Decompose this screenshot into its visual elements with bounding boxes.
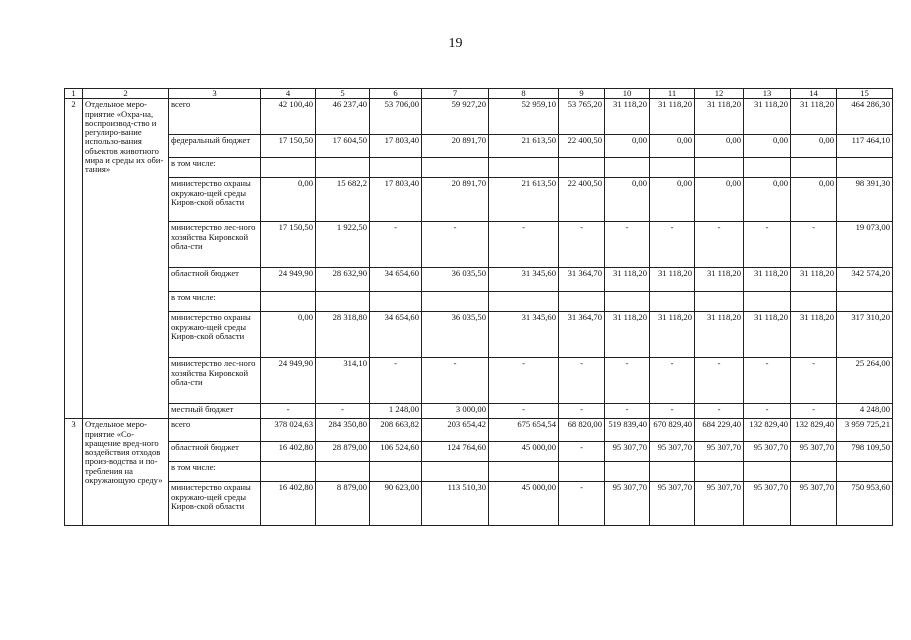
amount-cell: 0,00 [261,312,316,358]
funding-source: областной бюджет [169,442,261,462]
amount-cell: 3 000,00 [422,404,489,419]
amount-cell: - [370,358,422,404]
amount-cell: 95 307,70 [650,482,695,526]
amount-cell: 16 402,80 [261,442,316,462]
funding-source: министерство охраны окружаю-щей среды Киров-ской области [169,178,261,222]
budget-table-body [65,89,893,526]
amount-cell: - [744,404,791,419]
amount-cell [261,292,316,312]
funding-source: министерство охраны окружаю-щей среды Киров-ской области [169,312,261,358]
amount-cell: 670 829,40 [650,419,695,442]
amount-cell: 28 879,00 [316,442,370,462]
amount-cell: 17 150,50 [261,222,316,268]
funding-source: всего [169,419,261,442]
column-number: 8 [489,89,559,99]
column-number-row [65,89,893,99]
amount-cell: 31 364,70 [559,312,605,358]
amount-cell: 342 574,20 [837,268,893,292]
amount-cell [422,292,489,312]
amount-cell: 22 400,50 [559,178,605,222]
amount-cell: 46 237,40 [316,99,370,135]
measure-name: Отдельное меро-приятие «Охра-на, воспроизвод-ство и регулиро-вание использо-вания объектов животного мира и среды их оби-тания» [83,99,169,419]
amount-cell: 95 307,70 [605,482,650,526]
amount-cell: 4 248,00 [837,404,893,419]
amount-cell [605,158,650,178]
amount-cell [605,292,650,312]
amount-cell [695,292,744,312]
amount-cell: 95 307,70 [744,442,791,462]
amount-cell [791,158,837,178]
measure-number: 3 [65,419,83,526]
amount-cell [650,292,695,312]
amount-cell: 0,00 [261,178,316,222]
amount-cell: - [261,404,316,419]
amount-cell [489,292,559,312]
amount-cell [695,462,744,482]
amount-cell: 675 654,54 [489,419,559,442]
amount-cell: 53 765,20 [559,99,605,135]
amount-cell: 95 307,70 [695,482,744,526]
funding-source: всего [169,99,261,135]
amount-cell: 52 959,10 [489,99,559,135]
amount-cell [489,158,559,178]
amount-cell: 31 118,20 [695,268,744,292]
amount-cell [261,462,316,482]
amount-cell: 0,00 [695,178,744,222]
amount-cell [837,462,893,482]
amount-cell: 317 310,20 [837,312,893,358]
column-number: 4 [261,89,316,99]
amount-cell: 24 949,90 [261,358,316,404]
amount-cell: 117 464,10 [837,135,893,158]
amount-cell: 42 100,40 [261,99,316,135]
funding-source: федеральный бюджет [169,135,261,158]
amount-cell: 31 345,60 [489,268,559,292]
amount-cell: 98 391,30 [837,178,893,222]
amount-cell: - [489,358,559,404]
amount-cell: 17 803,40 [370,135,422,158]
amount-cell: 0,00 [791,178,837,222]
amount-cell: 3 959 725,21 [837,419,893,442]
amount-cell: 17 604,50 [316,135,370,158]
table-row [65,178,893,222]
amount-cell: - [695,404,744,419]
column-number: 11 [650,89,695,99]
amount-cell: 28 632,90 [316,268,370,292]
amount-cell: 0,00 [650,178,695,222]
measure-number: 2 [65,99,83,419]
amount-cell [261,158,316,178]
amount-cell: 22 400,50 [559,135,605,158]
amount-cell: - [422,222,489,268]
amount-cell: 21 613,50 [489,178,559,222]
amount-cell: 208 663,82 [370,419,422,442]
amount-cell: 0,00 [791,135,837,158]
amount-cell: 31 345,60 [489,312,559,358]
amount-cell: - [695,222,744,268]
amount-cell: - [605,404,650,419]
table-row [65,442,893,462]
amount-cell [489,462,559,482]
amount-cell: - [559,358,605,404]
amount-cell: 31 118,20 [695,99,744,135]
amount-cell: 1 248,00 [370,404,422,419]
amount-cell [370,158,422,178]
table-row [65,135,893,158]
amount-cell: 31 118,20 [605,268,650,292]
amount-cell: - [650,358,695,404]
amount-cell: 124 764,60 [422,442,489,462]
amount-cell: 20 891,70 [422,178,489,222]
amount-cell [837,292,893,312]
amount-cell: 45 000,00 [489,482,559,526]
amount-cell [316,462,370,482]
amount-cell: 31 118,20 [791,312,837,358]
amount-cell: 45 000,00 [489,442,559,462]
column-number: 14 [791,89,837,99]
amount-cell [559,292,605,312]
amount-cell: 90 623,00 [370,482,422,526]
amount-cell: - [791,222,837,268]
amount-cell: 19 073,00 [837,222,893,268]
column-number: 13 [744,89,791,99]
amount-cell: - [370,222,422,268]
amount-cell: 53 706,00 [370,99,422,135]
amount-cell: 31 118,20 [650,268,695,292]
amount-cell: 36 035,50 [422,312,489,358]
amount-cell [650,158,695,178]
amount-cell: 31 118,20 [605,312,650,358]
table-row [65,292,893,312]
table-row [65,404,893,419]
amount-cell: 31 118,20 [744,99,791,135]
amount-cell: 31 118,20 [650,312,695,358]
amount-cell: 106 524,60 [370,442,422,462]
amount-cell: - [744,222,791,268]
amount-cell [370,462,422,482]
funding-source: местный бюджет [169,404,261,419]
column-number: 9 [559,89,605,99]
amount-cell: 17 150,50 [261,135,316,158]
budget-table [64,88,893,526]
column-number: 7 [422,89,489,99]
amount-cell: 24 949,90 [261,268,316,292]
amount-cell: 28 318,80 [316,312,370,358]
amount-cell: 0,00 [605,178,650,222]
amount-cell: - [605,222,650,268]
amount-cell: 31 364,70 [559,268,605,292]
column-number: 5 [316,89,370,99]
amount-cell: 59 927,20 [422,99,489,135]
amount-cell: 113 510,30 [422,482,489,526]
amount-cell: - [489,404,559,419]
table-row [65,462,893,482]
amount-cell [695,158,744,178]
amount-cell: 519 839,40 [605,419,650,442]
amount-cell: 95 307,70 [695,442,744,462]
amount-cell: 132 829,40 [791,419,837,442]
amount-cell [559,462,605,482]
amount-cell: 314,10 [316,358,370,404]
amount-cell: 20 891,70 [422,135,489,158]
amount-cell [791,292,837,312]
amount-cell: 95 307,70 [791,482,837,526]
amount-cell: - [695,358,744,404]
amount-cell: - [744,358,791,404]
amount-cell [316,292,370,312]
amount-cell: - [650,222,695,268]
amount-cell: - [559,222,605,268]
funding-source: в том числе: [169,158,261,178]
amount-cell: 284 350,80 [316,419,370,442]
page-number: 19 [448,36,463,51]
column-number: 3 [169,89,261,99]
amount-cell: - [791,358,837,404]
amount-cell: 31 118,20 [605,99,650,135]
amount-cell [744,158,791,178]
table-row [65,482,893,526]
measure-name: Отдельное меро-приятие «Со-кращение вред-ного воздействия отходов произ-водства и по-требления на окружающую среду» [83,419,169,526]
amount-cell: - [559,442,605,462]
amount-cell: 31 118,20 [744,268,791,292]
column-number: 10 [605,89,650,99]
amount-cell: - [316,404,370,419]
amount-cell: - [605,358,650,404]
amount-cell: 15 682,2 [316,178,370,222]
amount-cell: 0,00 [744,135,791,158]
column-number: 6 [370,89,422,99]
amount-cell [422,462,489,482]
amount-cell: 684 229,40 [695,419,744,442]
amount-cell [316,158,370,178]
amount-cell [744,462,791,482]
table-row [65,358,893,404]
amount-cell: 31 118,20 [791,99,837,135]
amount-cell: 203 654,42 [422,419,489,442]
amount-cell: 378 024,63 [261,419,316,442]
amount-cell: - [559,482,605,526]
amount-cell: - [422,358,489,404]
amount-cell [422,158,489,178]
amount-cell: 95 307,70 [791,442,837,462]
amount-cell [559,158,605,178]
amount-cell [650,462,695,482]
amount-cell [791,462,837,482]
amount-cell [370,292,422,312]
amount-cell: 798 109,50 [837,442,893,462]
amount-cell: 36 035,50 [422,268,489,292]
funding-source: в том числе: [169,462,261,482]
amount-cell [744,292,791,312]
amount-cell: 0,00 [744,178,791,222]
column-number: 15 [837,89,893,99]
amount-cell: - [791,404,837,419]
amount-cell: 0,00 [695,135,744,158]
funding-source: областной бюджет [169,268,261,292]
amount-cell: 750 953,60 [837,482,893,526]
amount-cell: 8 879,00 [316,482,370,526]
amount-cell: 16 402,80 [261,482,316,526]
funding-source: министерство лес-ного хозяйства Кировской обла-сти [169,222,261,268]
table-row [65,312,893,358]
amount-cell: - [489,222,559,268]
table-row [65,158,893,178]
amount-cell [837,158,893,178]
table-row [65,99,893,135]
column-number: 2 [83,89,169,99]
amount-cell: 21 613,50 [489,135,559,158]
amount-cell: 1 922,50 [316,222,370,268]
amount-cell: 31 118,20 [791,268,837,292]
amount-cell: 31 118,20 [695,312,744,358]
amount-cell: 95 307,70 [605,442,650,462]
table-row [65,222,893,268]
amount-cell: 0,00 [605,135,650,158]
amount-cell: 31 118,20 [650,99,695,135]
table-row [65,419,893,442]
funding-source: в том числе: [169,292,261,312]
amount-cell: 464 286,30 [837,99,893,135]
column-number: 1 [65,89,83,99]
amount-cell: 95 307,70 [744,482,791,526]
amount-cell [605,462,650,482]
table-row [65,268,893,292]
amount-cell: 25 264,00 [837,358,893,404]
amount-cell: 68 820,00 [559,419,605,442]
column-number: 12 [695,89,744,99]
amount-cell: 34 654,60 [370,312,422,358]
amount-cell: 132 829,40 [744,419,791,442]
amount-cell: 31 118,20 [744,312,791,358]
amount-cell: 17 803,40 [370,178,422,222]
amount-cell: 95 307,70 [650,442,695,462]
amount-cell: - [650,404,695,419]
amount-cell: - [559,404,605,419]
amount-cell: 34 654,60 [370,268,422,292]
funding-source: министерство охраны окружаю-щей среды Киров-ской области [169,482,261,526]
amount-cell: 0,00 [650,135,695,158]
funding-source: министерство лес-ного хозяйства Кировской обла-сти [169,358,261,404]
